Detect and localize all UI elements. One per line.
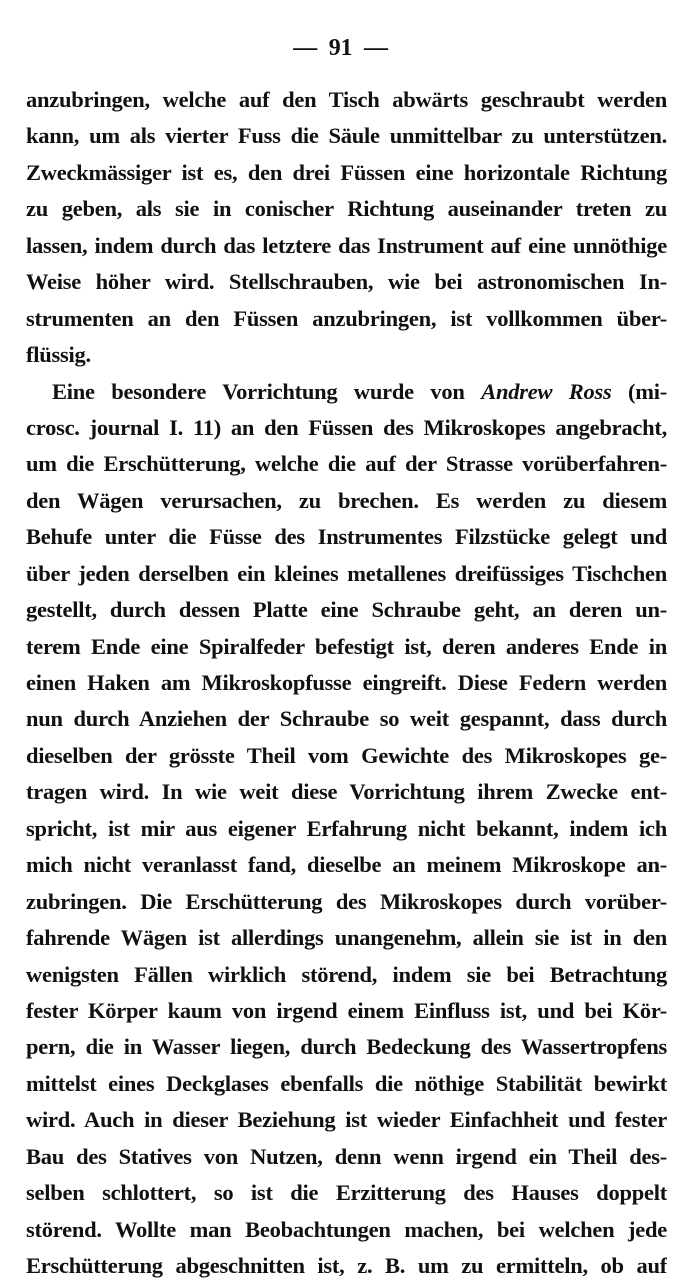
text-line: kann, um als vierter Fuss die Säule unmittelbar zu unterstützen. [26,123,667,149]
page-number: — 91 — [293,35,388,61]
text-line: tragen wird. In wie weit diese Vorrichtung ihrem Zwecke ent- [26,779,667,805]
text-line: gestellt, durch dessen Platte eine Schraube geht, an deren un- [26,597,667,623]
text-line: nun durch Anziehen der Schraube so weit gespannt, dass durch [26,706,667,732]
paragraph-first-line [26,374,667,410]
body-text [26,82,667,1284]
text-line: störend. Wollte man Beobachtungen machen, bei welchen jede [26,1216,667,1242]
text-line: strumenten an den Füssen anzubringen, ist vollkommen über- [26,305,667,331]
text-line: terem Ende eine Spiralfeder befestigt ist, deren anderes Ende in [26,633,667,659]
text-line: den Wägen verursachen, zu brechen. Es werden zu diesem [26,487,667,513]
text-line: über jeden derselben ein kleines metallenes dreifüssiges Tischchen [26,560,667,586]
text-line: Behufe unter die Füsse des Instrumentes Filzstücke gelegt und [26,524,667,550]
text-line: lassen, indem durch das letztere das Instrument auf eine unnöthige [26,232,667,258]
text-line: spricht, ist mir aus eigener Erfahrung nicht bekannt, indem ich [26,815,667,841]
text-line: anzubringen, welche auf den Tisch abwärts geschraubt werden [26,87,667,112]
text-line: fahrende Wägen ist allerdings unangenehm, allein sie ist in den [26,925,667,951]
text-line: Bau des Statives von Nutzen, denn wenn irgend ein Theil des- [26,1143,667,1169]
text-line: dieselben der grösste Theil vom Gewichte des Mikroskopes ge- [26,742,667,768]
text-line: wenigsten Fällen wirklich störend, indem sie bei Betrachtung [26,961,667,987]
text-line: einen Haken am Mikroskopfusse eingreift. Diese Federn werden [26,670,667,695]
text-line: Zweckmässiger ist es, den drei Füssen eine horizontale Richtung [26,159,667,185]
text-line: Erschütterung abgeschnitten ist, z. B. um zu ermitteln, ob auf [26,1253,667,1278]
text-line: wird. Auch in dieser Beziehung ist wieder Einfachheit und fester [26,1107,667,1133]
text-line: selben schlottert, so ist die Erzitterung des Hauses doppelt [26,1180,667,1206]
text-line: zu geben, als sie in conischer Richtung auseinander treten zu [26,196,667,222]
author-name: Andrew Ross [481,378,612,404]
text-run: (mi- [628,378,667,404]
text-line: Weise höher wird. Stellschrauben, wie bei astronomischen In- [26,269,667,295]
text-line: mich nicht veranlasst fand, dieselbe an meinem Mikroskope an- [26,852,667,878]
text-run: Eine besondere Vorrichtung wurde von [52,378,465,404]
text-line: crosc. journal I. 11) an den Füssen des Mikroskopes angebracht, [26,414,667,440]
text-line: zubringen. Die Erschütterung des Mikroskopes durch vorüber- [26,888,667,914]
text-line: um die Erschütterung, welche die auf der Strasse vorüberfahren- [26,451,667,477]
text-line: fester Körper kaum von irgend einem Einfluss ist, und bei Kör- [26,997,667,1023]
text-line: flüssig. [26,342,91,368]
text-line: mittelst eines Deckglases ebenfalls die nöthige Stabilität bewirkt [26,1070,667,1096]
text-line: pern, die in Wasser liegen, durch Bedeckung des Wassertropfens [26,1034,667,1060]
